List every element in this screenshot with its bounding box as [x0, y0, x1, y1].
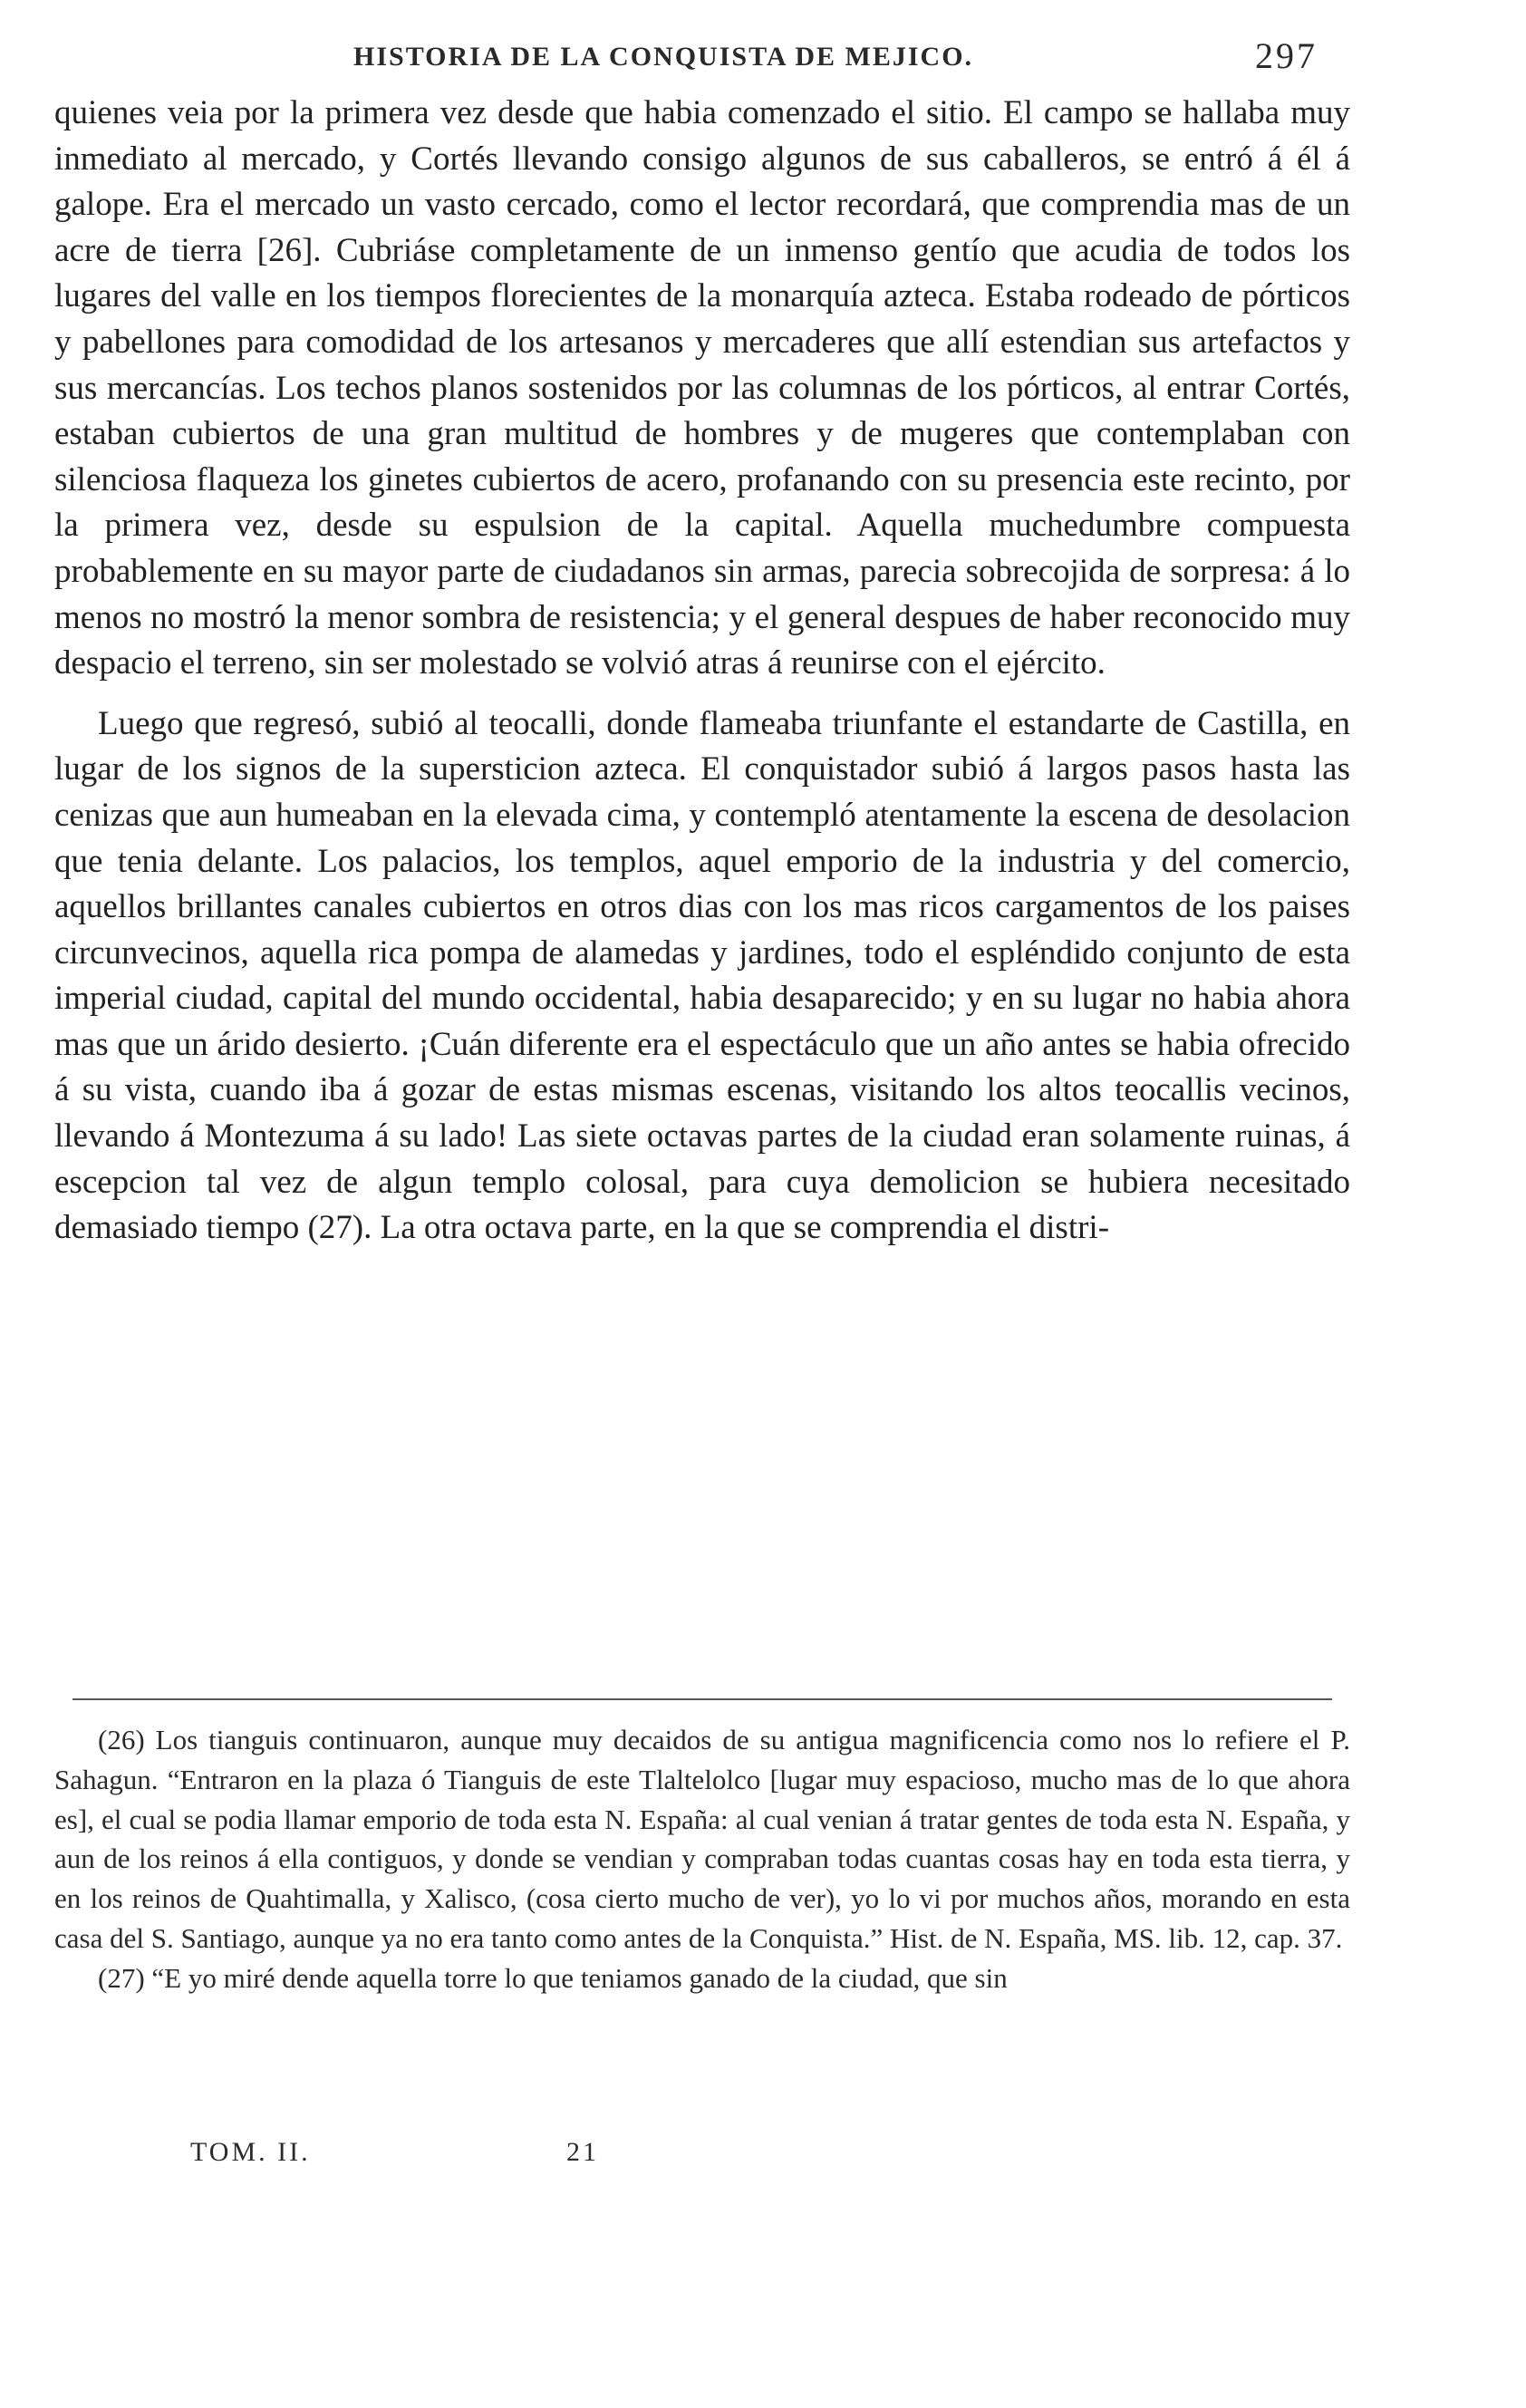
main-text — [54, 91, 1350, 1252]
paragraph: quienes veia por la primera vez desde que habia comenzado el sitio. El campo se hallaba muy inmediato al mercado, y Cortés llevando consigo algunos de sus caballeros, se entró á él á galope. Era el mercado un vasto cercado, como el lector recordará, que comprendia mas de un acre de tierra [26]. Cubriáse completamente de un inmenso gentío que acudia de todos los lugares del valle en los tiempos florecientes de la monarquía azteca. Estaba rodeado de pórticos y pabellones para comodidad de los artesanos y mercaderes que allí estendian sus artefactos y sus mercancías. Los techos planos sostenidos por las columnas de los pórticos, al entrar Cortés, estaban cubiertos de una gran multitud de hombres y de mugeres que contemplaban con silenciosa flaqueza los ginetes cubiertos de acero, profanando con su presencia este recinto, por la primera vez, desde su espulsion de la capital. Aquella muchedumbre compuesta probablemente en su mayor parte de ciudadanos sin armas, parecia sobrecojida de sorpresa: á lo menos no mostró la menor sombra de resistencia; y el general despues de haber reconocido muy despacio el terreno, sin ser molestado se volvió atras á reunirse con el ejército. — [54, 94, 1350, 682]
footnote-26: (26) Los tianguis continuaron, aunque muy decaidos de su antigua magnificencia como nos lo refiere el P. Sahagun. “Entraron en la plaza ó Tianguis de este Tlaltelolco [lugar muy espacioso, mucho mas de lo que ahora es], el cual se podia llamar emporio de toda esta N. España: al cual venian á tratar gentes de toda esta N. España, y aun de los reinos á ella contiguos, y donde se vendian y compraban todas cuantas cosas hay en toda esta tierra, y en los reinos de Quahtimalla, y Xalisco, (cosa cierto mucho de ver), yo lo vi por muchos años, morando en esta casa del S. Santiago, aunque ya no era tanto como antes de la Conquista.” Hist. de N. España, MS. lib. 12, cap. 37. — [54, 1724, 1350, 1954]
signature-line — [190, 2137, 734, 2173]
page-number: 297 — [1255, 35, 1318, 76]
paragraph: Luego que regresó, subió al teocalli, donde flameaba triunfante el estandarte de Castilla, en lugar de los signos de la supersticion azteca. El conquistador subió á largos pasos hasta las cenizas que aun humeaban en la elevada cima, y contempló atentamente la escena de desolacion que tenia delante. Los palacios, los templos, aquel emporio de la industria y del comercio, aquellos brillantes canales cubiertos en otros dias con los mas ricos cargamentos de los paises circunvecinos, aquella rica pompa de alamedas y jardines, todo el espléndido conjunto de esta imperial ciudad, capital del mundo occidental, habia desaparecido; y en su lugar no habia ahora mas que un árido desierto. ¡Cuán diferente era el espectáculo que un año antes se habia ofrecido á su vista, cuando iba á gozar de estas mismas escenas, visitando los altos teocallis vecinos, llevando á Montezuma á su lado! Las siete octavas partes de la ciudad eran solamente ruinas, á escepcion tal vez de algun templo colosal, para cuya demolicion se hubiera necesitado demasiado tiempo (27). La otra octava parte, en la que se comprendia el distri- — [54, 704, 1350, 1247]
footnote-27: (27) “E yo miré dende aquella torre lo que teniamos ganado de la ciudad, que sin — [98, 1961, 1008, 1994]
page-header — [54, 34, 1350, 80]
sheet-signature: 21 — [566, 2137, 599, 2167]
volume-mark: TOM. II. — [190, 2137, 311, 2167]
footnote-divider — [72, 1698, 1332, 1700]
footnotes — [54, 1720, 1350, 1998]
running-title: HISTORIA DE LA CONQUISTA DE MEJICO. — [353, 42, 974, 72]
